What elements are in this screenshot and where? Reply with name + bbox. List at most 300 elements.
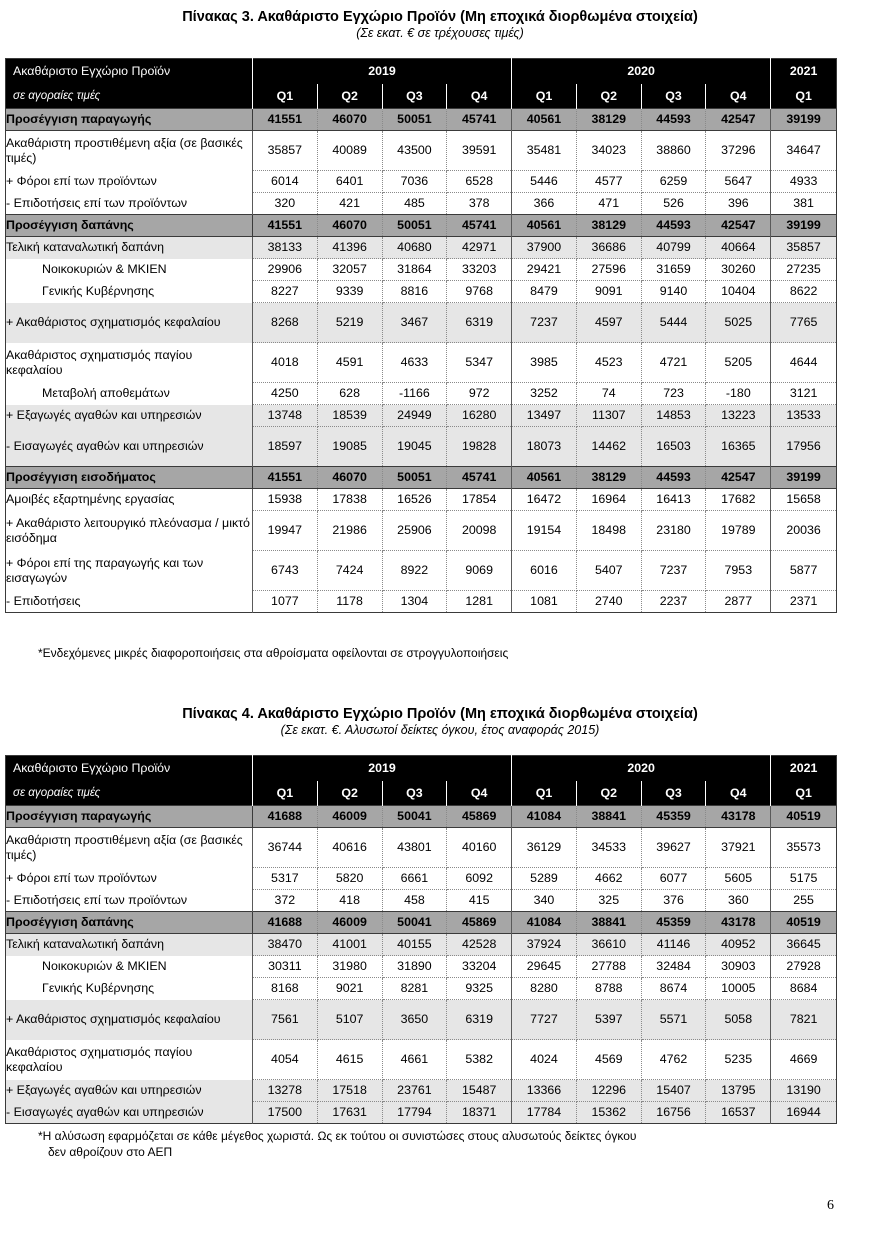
cell-value: 10005 — [706, 978, 771, 1000]
row-label: Αμοιβές εξαρτημένης εργασίας — [6, 489, 253, 511]
cell-value: 19045 — [382, 427, 447, 467]
cell-value: 38841 — [576, 912, 641, 934]
cell-value: 19085 — [317, 427, 382, 467]
cell-value: 5347 — [447, 343, 512, 383]
cell-value: 41551 — [252, 467, 317, 489]
table4-footnote-block — [0, 1128, 880, 1160]
cell-value: 9140 — [641, 281, 706, 303]
cell-value: 11307 — [576, 405, 641, 427]
cell-value: 7727 — [512, 1000, 577, 1040]
row-label: Προσέγγιση παραγωγής — [6, 806, 253, 828]
cell-value: 40160 — [447, 828, 512, 868]
cell-value: 37924 — [512, 934, 577, 956]
cell-value: 5382 — [447, 1040, 512, 1080]
cell-value: 16280 — [447, 405, 512, 427]
cell-value: 1304 — [382, 591, 447, 613]
cell-value: 6092 — [447, 868, 512, 890]
table-row — [6, 383, 837, 405]
cell-value: 8479 — [512, 281, 577, 303]
cell-value: 40561 — [512, 467, 577, 489]
row-label: - Εισαγωγές αγαθών και υπηρεσιών — [6, 1102, 253, 1124]
table3-body — [6, 109, 837, 613]
cell-value: 8281 — [382, 978, 447, 1000]
cell-value: 42547 — [706, 467, 771, 489]
cell-value: 17631 — [317, 1102, 382, 1124]
cell-value: 42528 — [447, 934, 512, 956]
row-label: - Επιδοτήσεις επί των προϊόντων — [6, 193, 253, 215]
cell-value: 4661 — [382, 1040, 447, 1080]
cell-value: 8788 — [576, 978, 641, 1000]
cell-value: 9021 — [317, 978, 382, 1000]
cell-value: 8684 — [771, 978, 837, 1000]
cell-value: 41688 — [252, 912, 317, 934]
cell-value: 16413 — [641, 489, 706, 511]
table-row — [6, 978, 837, 1000]
cell-value: 5025 — [706, 303, 771, 343]
cell-value: 13497 — [512, 405, 577, 427]
cell-value: 8922 — [382, 551, 447, 591]
cell-value: 40664 — [706, 237, 771, 259]
cell-value: 10404 — [706, 281, 771, 303]
cell-value: 39199 — [771, 467, 837, 489]
cell-value: 40680 — [382, 237, 447, 259]
cell-value: 255 — [771, 890, 837, 912]
table4-col-2021-q1: Q1 — [771, 781, 837, 806]
table4-col-2020-q1: Q1 — [512, 781, 577, 806]
table-row — [6, 467, 837, 489]
cell-value: 372 — [252, 890, 317, 912]
cell-value: 46070 — [317, 215, 382, 237]
cell-value: 45741 — [447, 215, 512, 237]
cell-value: 17518 — [317, 1080, 382, 1102]
table-row — [6, 1040, 837, 1080]
table3-col-2019-q2: Q2 — [317, 84, 382, 109]
cell-value: 5446 — [512, 171, 577, 193]
cell-value: 4523 — [576, 343, 641, 383]
row-label: + Φόροι επί των προϊόντων — [6, 868, 253, 890]
cell-value: 15658 — [771, 489, 837, 511]
table4-col-2019-q2: Q2 — [317, 781, 382, 806]
table-row — [6, 171, 837, 193]
cell-value: 376 — [641, 890, 706, 912]
cell-value: 5407 — [576, 551, 641, 591]
cell-value: 38841 — [576, 806, 641, 828]
cell-value: 34023 — [576, 131, 641, 171]
cell-value: 29421 — [512, 259, 577, 281]
table3-title-block — [0, 8, 880, 42]
cell-value: 6319 — [447, 1000, 512, 1040]
cell-value: 36686 — [576, 237, 641, 259]
cell-value: 17838 — [317, 489, 382, 511]
cell-value: 458 — [382, 890, 447, 912]
cell-value: 36129 — [512, 828, 577, 868]
cell-value: 41551 — [252, 215, 317, 237]
page-number: 6 — [827, 1198, 834, 1213]
table4-footnote — [0, 1128, 880, 1160]
row-label: Προσέγγιση παραγωγής — [6, 109, 253, 131]
cell-value: 5058 — [706, 1000, 771, 1040]
cell-value: 2877 — [706, 591, 771, 613]
cell-value: 16503 — [641, 427, 706, 467]
cell-value: 41084 — [512, 912, 577, 934]
cell-value: 340 — [512, 890, 577, 912]
cell-value: 6014 — [252, 171, 317, 193]
row-label: + Ακαθάριστο λειτουργικό πλεόνασμα / μικτό εισόδημα — [6, 511, 253, 551]
cell-value: 8622 — [771, 281, 837, 303]
cell-value: 421 — [317, 193, 382, 215]
cell-value: 7237 — [512, 303, 577, 343]
cell-value: 23180 — [641, 511, 706, 551]
cell-value: 31980 — [317, 956, 382, 978]
cell-value: 41396 — [317, 237, 382, 259]
row-label: - Επιδοτήσεις — [6, 591, 253, 613]
table4-title: Πίνακας 4. Ακαθάριστο Εγχώριο Προϊόν (Μη εποχικά διορθωμένα στοιχεία) — [182, 706, 698, 722]
table4-corner-top: Ακαθάριστο Εγχώριο Προϊόν — [6, 756, 253, 781]
cell-value: 13795 — [706, 1080, 771, 1102]
cell-value: 5107 — [317, 1000, 382, 1040]
table-row — [6, 427, 837, 467]
table3-corner-bottom: σε αγοραίες τιμές — [6, 84, 253, 109]
cell-value: 38470 — [252, 934, 317, 956]
cell-value: 36744 — [252, 828, 317, 868]
cell-value: 4933 — [771, 171, 837, 193]
cell-value: 723 — [641, 383, 706, 405]
row-label: Ακαθάριστος σχηματισμός παγίου κεφαλαίου — [6, 343, 253, 383]
table-row — [6, 109, 837, 131]
row-label: Γενικής Κυβέρνησης — [6, 281, 253, 303]
cell-value: 15407 — [641, 1080, 706, 1102]
table3-year-2021: 2021 — [771, 59, 837, 84]
cell-value: 5571 — [641, 1000, 706, 1040]
cell-value: 44593 — [641, 215, 706, 237]
cell-value: 4662 — [576, 868, 641, 890]
table-row — [6, 551, 837, 591]
table-row — [6, 934, 837, 956]
cell-value: 16964 — [576, 489, 641, 511]
cell-value: 42547 — [706, 215, 771, 237]
cell-value: 18073 — [512, 427, 577, 467]
cell-value: 31864 — [382, 259, 447, 281]
cell-value: 628 — [317, 383, 382, 405]
cell-value: 39591 — [447, 131, 512, 171]
table3-col-2019-q3: Q3 — [382, 84, 447, 109]
cell-value: 16756 — [641, 1102, 706, 1124]
cell-value: 50051 — [382, 215, 447, 237]
cell-value: 40561 — [512, 109, 577, 131]
cell-value: 5317 — [252, 868, 317, 890]
cell-value: 5877 — [771, 551, 837, 591]
table-row — [6, 237, 837, 259]
cell-value: 325 — [576, 890, 641, 912]
cell-value: 5647 — [706, 171, 771, 193]
cell-value: 9339 — [317, 281, 382, 303]
row-label: Τελική καταναλωτική δαπάνη — [6, 934, 253, 956]
cell-value: 16526 — [382, 489, 447, 511]
table-row — [6, 259, 837, 281]
cell-value: 35481 — [512, 131, 577, 171]
cell-value: 1281 — [447, 591, 512, 613]
row-label: + Εξαγωγές αγαθών και υπηρεσιών — [6, 1080, 253, 1102]
cell-value: 13278 — [252, 1080, 317, 1102]
cell-value: 37921 — [706, 828, 771, 868]
cell-value: -180 — [706, 383, 771, 405]
cell-value: 21986 — [317, 511, 382, 551]
cell-value: 5205 — [706, 343, 771, 383]
cell-value: 35573 — [771, 828, 837, 868]
cell-value: -1166 — [382, 383, 447, 405]
cell-value: 44593 — [641, 467, 706, 489]
cell-value: 14853 — [641, 405, 706, 427]
table4-footnote-line1: *Η αλύσωση εφαρμόζεται σε κάθε μέγεθος χωριστά. Ως εκ τούτου οι συνιστώσες στους αλυσωτούς δείκτες όγκου — [38, 1129, 637, 1143]
table4-subtitle: (Σε εκατ. €. Αλυσωτοί δείκτες όγκου, έτος αναφοράς 2015) — [280, 723, 600, 738]
cell-value: 7821 — [771, 1000, 837, 1040]
table4-year-2020: 2020 — [512, 756, 771, 781]
table3-title: Πίνακας 3. Ακαθάριστο Εγχώριο Προϊόν (Μη εποχικά διορθωμένα στοιχεία) — [182, 9, 698, 25]
table-row — [6, 1080, 837, 1102]
cell-value: 50041 — [382, 912, 447, 934]
table3 — [5, 58, 837, 613]
cell-value: 41084 — [512, 806, 577, 828]
cell-value: 45359 — [641, 912, 706, 934]
cell-value: 5289 — [512, 868, 577, 890]
cell-value: 31659 — [641, 259, 706, 281]
cell-value: 23761 — [382, 1080, 447, 1102]
cell-value: 17854 — [447, 489, 512, 511]
cell-value: 18597 — [252, 427, 317, 467]
cell-value: 34647 — [771, 131, 837, 171]
row-label: Ακαθάριστος σχηματισμός παγίου κεφαλαίου — [6, 1040, 253, 1080]
cell-value: 20098 — [447, 511, 512, 551]
cell-value: 38133 — [252, 237, 317, 259]
cell-value: 25906 — [382, 511, 447, 551]
cell-value: 20036 — [771, 511, 837, 551]
cell-value: 415 — [447, 890, 512, 912]
cell-value: 41688 — [252, 806, 317, 828]
cell-value: 43178 — [706, 912, 771, 934]
cell-value: 34533 — [576, 828, 641, 868]
cell-value: 43178 — [706, 806, 771, 828]
cell-value: 27235 — [771, 259, 837, 281]
cell-value: 18498 — [576, 511, 641, 551]
cell-value: 16537 — [706, 1102, 771, 1124]
table4-body — [6, 806, 837, 1124]
cell-value: 3252 — [512, 383, 577, 405]
table4-col-2020-q2: Q2 — [576, 781, 641, 806]
cell-value: 38129 — [576, 215, 641, 237]
row-label: + Ακαθάριστος σχηματισμός κεφαλαίου — [6, 303, 253, 343]
cell-value: 35857 — [252, 131, 317, 171]
cell-value: 418 — [317, 890, 382, 912]
table3-header — [6, 59, 837, 109]
cell-value: 6743 — [252, 551, 317, 591]
table4-col-2020-q4: Q4 — [706, 781, 771, 806]
table4-col-2020-q3: Q3 — [641, 781, 706, 806]
cell-value: 32484 — [641, 956, 706, 978]
table-row — [6, 193, 837, 215]
cell-value: 9325 — [447, 978, 512, 1000]
table3-col-2020-q4: Q4 — [706, 84, 771, 109]
table4-col-2019-q3: Q3 — [382, 781, 447, 806]
cell-value: 4054 — [252, 1040, 317, 1080]
row-label: Νοικοκυριών & ΜΚΙΕΝ — [6, 259, 253, 281]
cell-value: 27596 — [576, 259, 641, 281]
cell-value: 38860 — [641, 131, 706, 171]
cell-value: 32057 — [317, 259, 382, 281]
row-label: - Επιδοτήσεις επί των προϊόντων — [6, 890, 253, 912]
cell-value: 6319 — [447, 303, 512, 343]
cell-value: 40519 — [771, 806, 837, 828]
cell-value: 42971 — [447, 237, 512, 259]
cell-value: 3121 — [771, 383, 837, 405]
row-label: - Εισαγωγές αγαθών και υπηρεσιών — [6, 427, 253, 467]
cell-value: 5397 — [576, 1000, 641, 1040]
cell-value: 37900 — [512, 237, 577, 259]
cell-value: 4669 — [771, 1040, 837, 1080]
cell-value: 8280 — [512, 978, 577, 1000]
cell-value: 7765 — [771, 303, 837, 343]
cell-value: 36610 — [576, 934, 641, 956]
table-row — [6, 806, 837, 828]
cell-value: 5444 — [641, 303, 706, 343]
table3-col-2019-q4: Q4 — [447, 84, 512, 109]
cell-value: 320 — [252, 193, 317, 215]
cell-value: 16472 — [512, 489, 577, 511]
cell-value: 45741 — [447, 467, 512, 489]
cell-value: 6259 — [641, 171, 706, 193]
cell-value: 50041 — [382, 806, 447, 828]
row-label: Γενικής Κυβέρνησης — [6, 978, 253, 1000]
cell-value: 40519 — [771, 912, 837, 934]
cell-value: 8674 — [641, 978, 706, 1000]
cell-value: 16944 — [771, 1102, 837, 1124]
table3-corner-top: Ακαθάριστο Εγχώριο Προϊόν — [6, 59, 253, 84]
cell-value: 13223 — [706, 405, 771, 427]
cell-value: 9069 — [447, 551, 512, 591]
cell-value: 40155 — [382, 934, 447, 956]
cell-value: 5235 — [706, 1040, 771, 1080]
row-label: + Εξαγωγές αγαθών και υπηρεσιών — [6, 405, 253, 427]
table-row — [6, 131, 837, 171]
cell-value: 29645 — [512, 956, 577, 978]
cell-value: 366 — [512, 193, 577, 215]
cell-value: 24949 — [382, 405, 447, 427]
cell-value: 4569 — [576, 1040, 641, 1080]
cell-value: 14462 — [576, 427, 641, 467]
cell-value: 46009 — [317, 806, 382, 828]
cell-value: 6016 — [512, 551, 577, 591]
cell-value: 1077 — [252, 591, 317, 613]
table-row — [6, 215, 837, 237]
table-row — [6, 591, 837, 613]
cell-value: 4721 — [641, 343, 706, 383]
cell-value: 41001 — [317, 934, 382, 956]
cell-value: 6661 — [382, 868, 447, 890]
cell-value: 39199 — [771, 109, 837, 131]
table3-col-2019-q1: Q1 — [252, 84, 317, 109]
cell-value: 3985 — [512, 343, 577, 383]
cell-value: 7424 — [317, 551, 382, 591]
table3-col-2021-q1: Q1 — [771, 84, 837, 109]
table-row — [6, 912, 837, 934]
cell-value: 19789 — [706, 511, 771, 551]
cell-value: 40616 — [317, 828, 382, 868]
cell-value: 2740 — [576, 591, 641, 613]
cell-value: 33204 — [447, 956, 512, 978]
cell-value: 50051 — [382, 467, 447, 489]
cell-value: 3467 — [382, 303, 447, 343]
table4 — [5, 755, 837, 1124]
cell-value: 12296 — [576, 1080, 641, 1102]
row-label: Νοικοκυριών & ΜΚΙΕΝ — [6, 956, 253, 978]
row-label: Προσέγγιση δαπάνης — [6, 912, 253, 934]
cell-value: 2371 — [771, 591, 837, 613]
cell-value: 30311 — [252, 956, 317, 978]
cell-value: 9768 — [447, 281, 512, 303]
cell-value: 16365 — [706, 427, 771, 467]
table4-title-block — [0, 705, 880, 739]
row-label: Ακαθάριστη προστιθέμενη αξία (σε βασικές τιμές) — [6, 828, 253, 868]
cell-value: 13748 — [252, 405, 317, 427]
table4-year-2021: 2021 — [771, 756, 837, 781]
cell-value: 4615 — [317, 1040, 382, 1080]
cell-value: 4597 — [576, 303, 641, 343]
cell-value: 4250 — [252, 383, 317, 405]
row-label: + Φόροι επί της παραγωγής και των εισαγωγών — [6, 551, 253, 591]
cell-value: 27788 — [576, 956, 641, 978]
table4-col-2019-q1: Q1 — [252, 781, 317, 806]
cell-value: 50051 — [382, 109, 447, 131]
cell-value: 19828 — [447, 427, 512, 467]
cell-value: 46070 — [317, 467, 382, 489]
cell-value: 17956 — [771, 427, 837, 467]
cell-value: 13190 — [771, 1080, 837, 1102]
cell-value: 5175 — [771, 868, 837, 890]
cell-value: 41551 — [252, 109, 317, 131]
cell-value: 39199 — [771, 215, 837, 237]
cell-value: 4644 — [771, 343, 837, 383]
cell-value: 44593 — [641, 109, 706, 131]
cell-value: 8227 — [252, 281, 317, 303]
cell-value: 4591 — [317, 343, 382, 383]
cell-value: 6528 — [447, 171, 512, 193]
table3-col-2020-q3: Q3 — [641, 84, 706, 109]
cell-value: 13533 — [771, 405, 837, 427]
table-row — [6, 956, 837, 978]
table4-footnote-line2: δεν αθροίζουν στο ΑΕΠ — [48, 1145, 173, 1160]
cell-value: 29906 — [252, 259, 317, 281]
cell-value: 43500 — [382, 131, 447, 171]
cell-value: 8268 — [252, 303, 317, 343]
table-row — [6, 489, 837, 511]
table-row — [6, 890, 837, 912]
cell-value: 40561 — [512, 215, 577, 237]
cell-value: 471 — [576, 193, 641, 215]
cell-value: 27928 — [771, 956, 837, 978]
cell-value: 40089 — [317, 131, 382, 171]
table3-footnote: *Ενδεχόμενες μικρές διαφοροποιήσεις στα αθροίσματα οφείλονται σε στρογγυλοποιήσεις — [38, 646, 509, 660]
table-row — [6, 303, 837, 343]
cell-value: 8816 — [382, 281, 447, 303]
cell-value: 74 — [576, 383, 641, 405]
table4-header — [6, 756, 837, 806]
table3-year-2020: 2020 — [512, 59, 771, 84]
cell-value: 18539 — [317, 405, 382, 427]
cell-value: 17500 — [252, 1102, 317, 1124]
table-row — [6, 1000, 837, 1040]
cell-value: 15362 — [576, 1102, 641, 1124]
cell-value: 1178 — [317, 591, 382, 613]
cell-value: 45359 — [641, 806, 706, 828]
